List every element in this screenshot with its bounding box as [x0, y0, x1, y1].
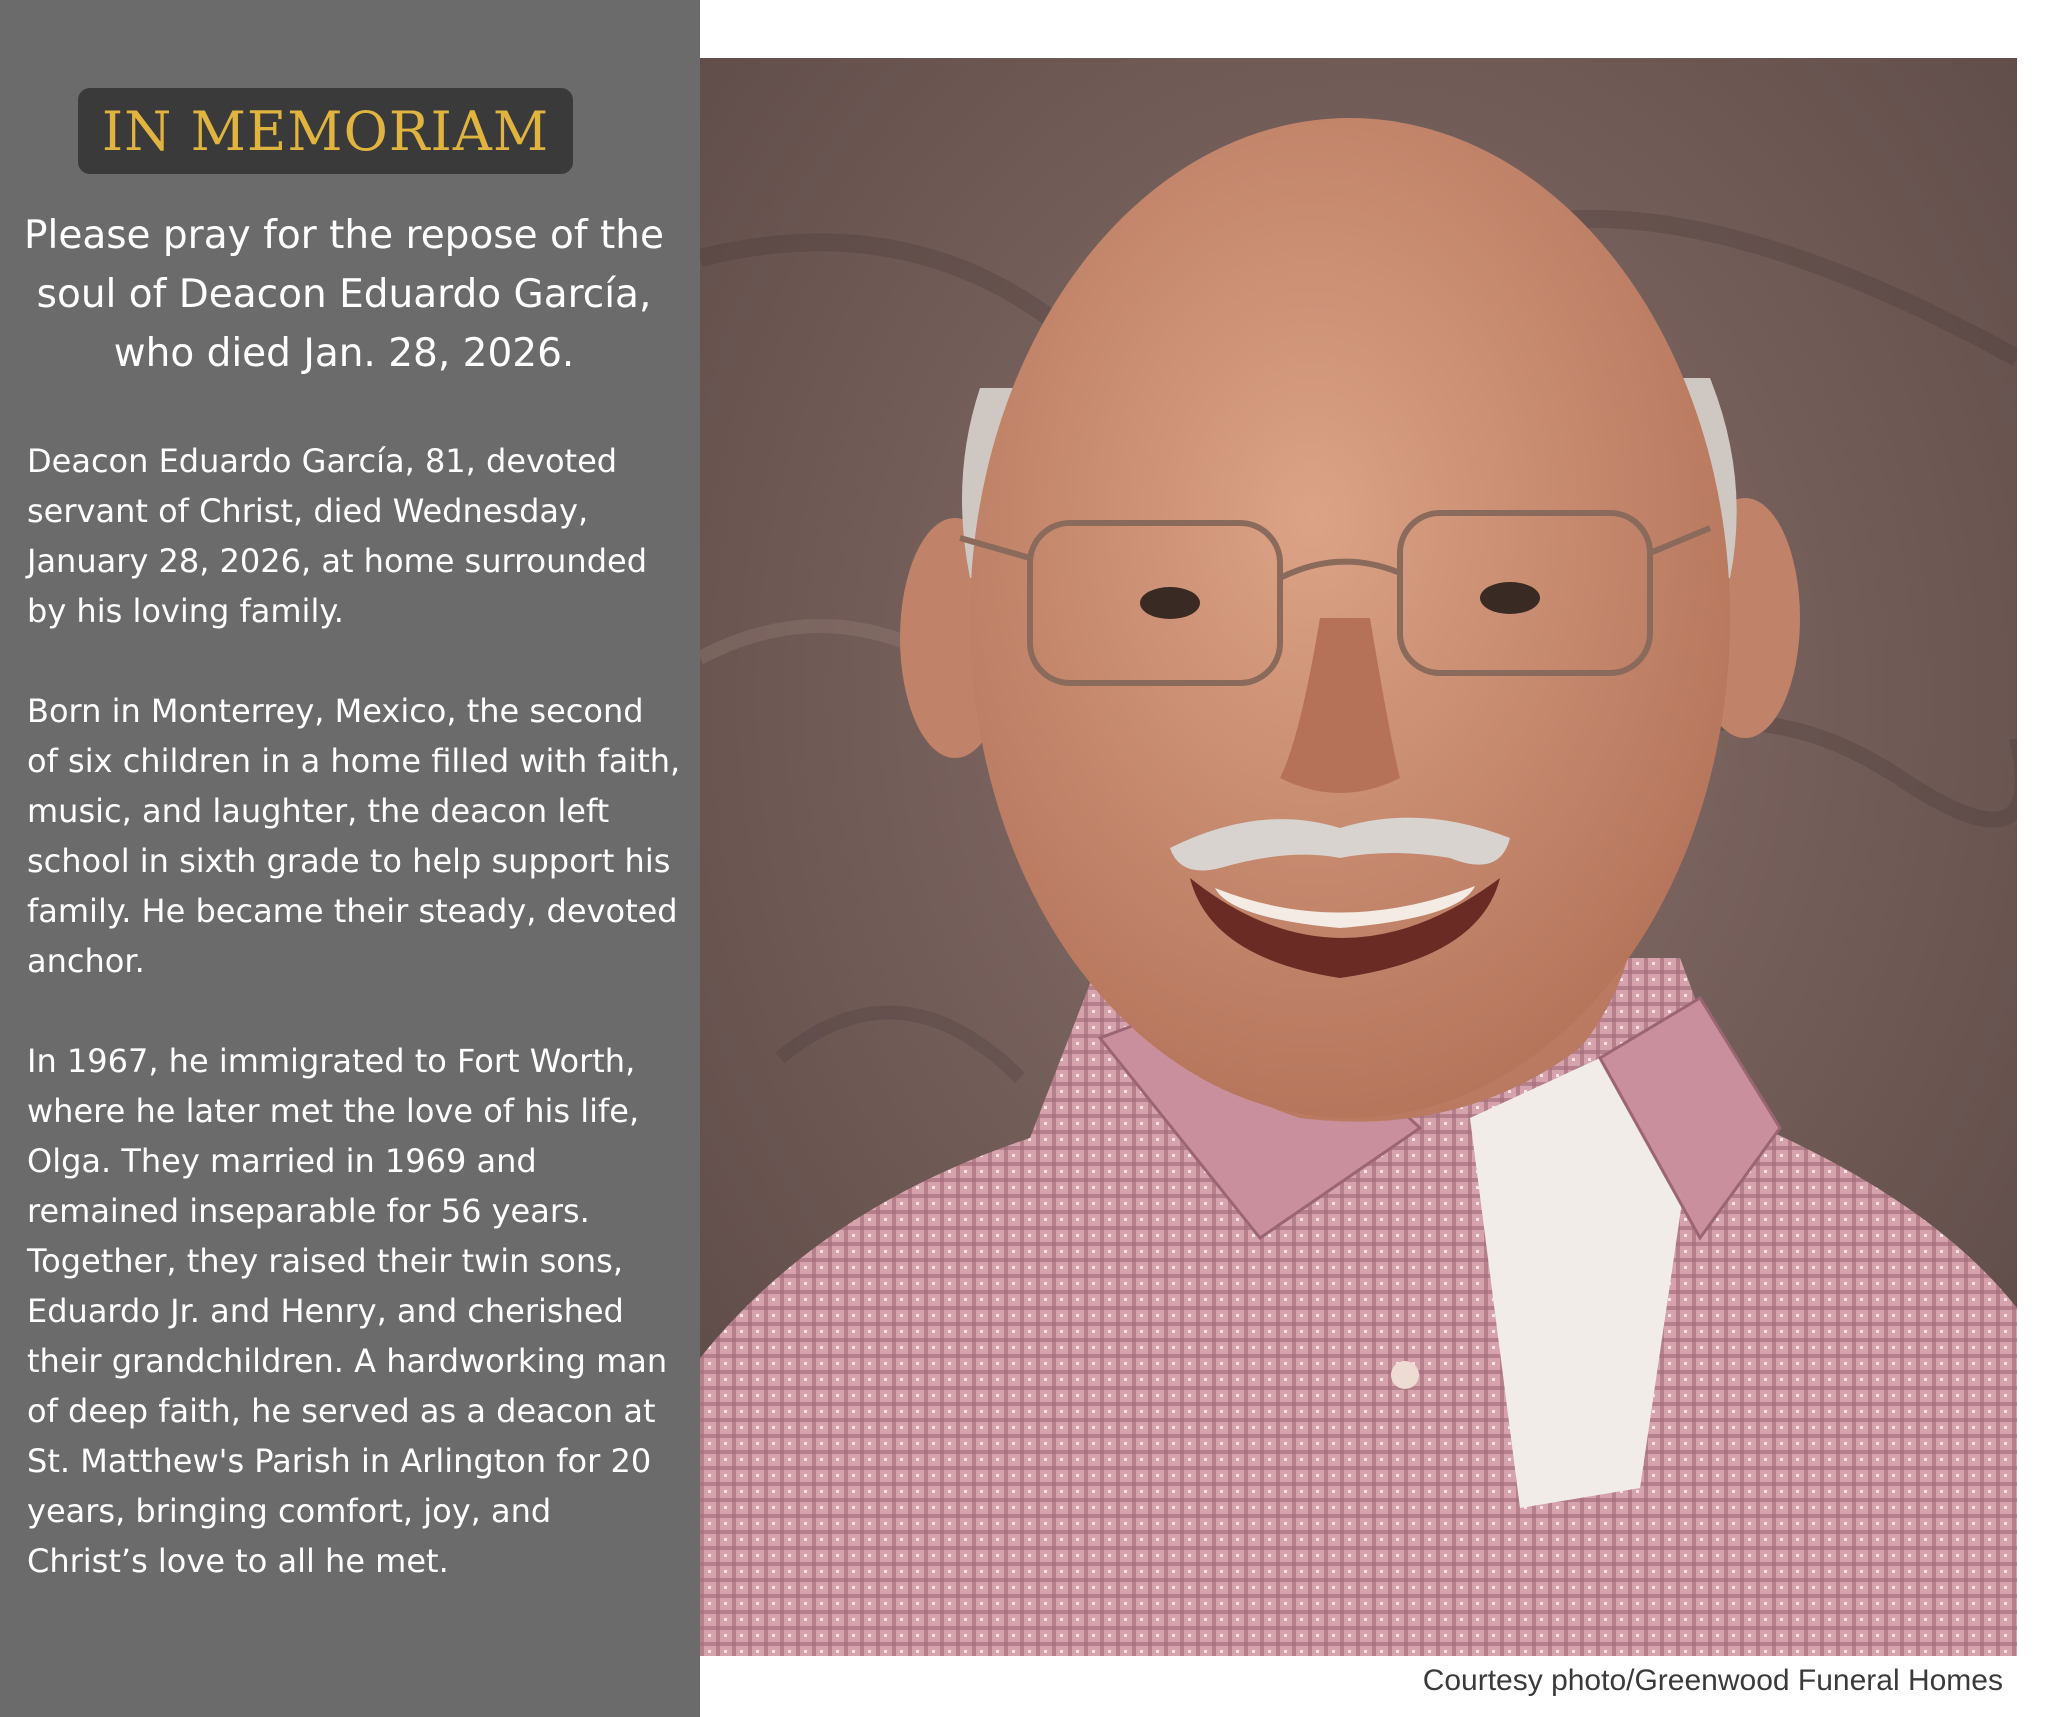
portrait-photo: [700, 58, 2017, 1656]
obituary-paragraph: In 1967, he immigrated to Fort Worth, where he later met the love of his life, Olga. They married in 1969 and remained inseparable for 56 years. Together, they raised their twin sons, Eduardo Jr. and Henry, and cherished their grandchildren. A hardworking man of deep faith, he served as a deacon at St. Matthew's Parish in Arlington for 20 years, bringing comfort, joy, and Christ’s love to all he met.: [27, 1042, 668, 1580]
obituary-paragraph: Deacon Eduardo García, 81, devoted servant of Christ, died Wednesday, January 28, 2026, at home surrounded by his loving family.: [27, 442, 647, 630]
portrait-illustration: [700, 58, 2017, 1656]
obituary-paragraph: Born in Monterrey, Mexico, the second of six children in a home filled with faith, music, and laughter, the deacon left school in sixth grade to help support his family. He became their steady, devoted anchor.: [27, 692, 681, 980]
photo-credit: Courtesy photo/Greenwood Funeral Homes: [1422, 1664, 2003, 1697]
obituary-panel: [0, 0, 700, 1717]
memoriam-banner: [78, 88, 573, 174]
banner-title: IN MEMORIAM: [101, 99, 550, 163]
prayer-intro: Please pray for the repose of the soul of Deacon Eduardo García, who died Jan. 28, 2026.: [23, 213, 665, 376]
obituary-text: [27, 436, 682, 1586]
